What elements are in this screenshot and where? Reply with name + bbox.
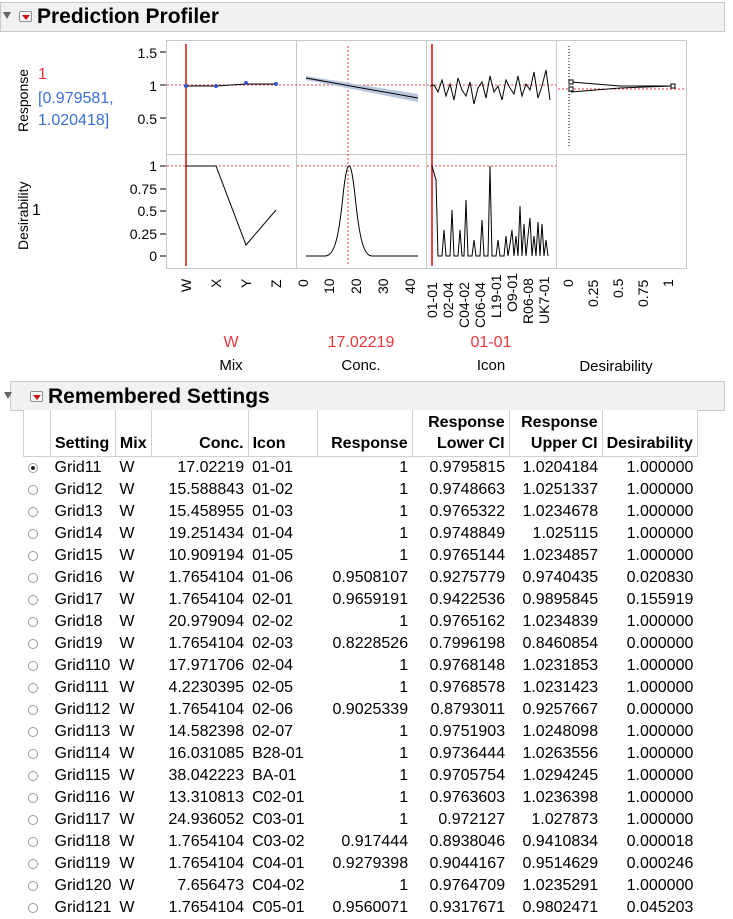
cell-desirability: 1.000000 [626, 481, 694, 498]
des-tick: 0 [149, 248, 157, 264]
cell-mix: W [119, 525, 135, 542]
cell-conc: 7.656473 [177, 877, 245, 894]
response-ci-lower: [0.979581, [38, 90, 114, 107]
row-radio-button[interactable] [28, 551, 38, 561]
cell-desirability: 1.000000 [626, 723, 694, 740]
desirability-axis-label: Desirability [15, 181, 31, 250]
icon-current-value[interactable]: 01-01 [470, 334, 512, 351]
row-radio-button[interactable] [28, 661, 38, 671]
table-row[interactable] [24, 853, 698, 875]
row-radio-button[interactable] [28, 573, 38, 583]
cell-upper-ci: 0.9410834 [522, 833, 599, 850]
cell-mix: W [119, 745, 135, 762]
cell-upper-ci: 1.0234857 [522, 547, 599, 564]
cell-upper-ci: 1.0231423 [522, 679, 599, 696]
cell-upper-ci: 0.9802471 [522, 899, 599, 916]
table-row[interactable] [24, 611, 698, 633]
cell-lower-ci: 0.7996198 [429, 635, 506, 652]
cell-mix: W [119, 811, 135, 828]
cell-response: 1 [399, 767, 409, 784]
cell-response: 0.917444 [341, 833, 409, 850]
resp-tick: 1 [149, 78, 157, 94]
cell-mix: W [119, 459, 135, 476]
cell-icon: C04-02 [252, 877, 305, 894]
cell-upper-ci: 1.0231853 [522, 657, 599, 674]
cell-desirability: 0.020830 [626, 569, 694, 586]
table-row[interactable] [24, 897, 698, 919]
cell-setting: Grid118 [54, 833, 111, 850]
cell-mix: W [119, 481, 135, 498]
cell-response: 0.8228526 [332, 635, 409, 652]
conc-desir-panel [297, 155, 427, 269]
cell-mix: W [119, 635, 135, 652]
cell-icon: B28-01 [252, 745, 304, 762]
cell-response: 0.9659191 [332, 591, 409, 608]
cell-response: 1 [399, 657, 409, 674]
icon-tick: C04-02 [456, 282, 472, 328]
desirability-current-value: 1 [32, 202, 41, 219]
cell-icon: 02-03 [252, 635, 294, 652]
des-tick: 0.25 [129, 226, 157, 242]
conc-tick: 20 [348, 278, 364, 294]
cell-upper-ci: 1.0251337 [522, 481, 599, 498]
cell-desirability: 1.000000 [626, 613, 694, 630]
cell-setting: Grid19 [54, 635, 103, 652]
cell-setting: Grid12 [54, 481, 103, 498]
cell-icon: 01-06 [252, 569, 294, 586]
table-row[interactable] [24, 765, 698, 787]
remembered-settings-table [23, 410, 698, 919]
table-row[interactable] [24, 699, 698, 721]
cell-conc: 1.7654104 [168, 701, 245, 718]
row-radio-button[interactable] [28, 595, 38, 605]
cell-upper-ci: 1.0294245 [522, 767, 599, 784]
cell-icon: 01-02 [252, 481, 294, 498]
profiler-plots[interactable] [0, 0, 733, 380]
cell-desirability: 1.000000 [626, 503, 694, 520]
row-radio-button[interactable] [28, 815, 38, 825]
row-radio-button[interactable] [28, 683, 38, 693]
cell-mix: W [119, 657, 135, 674]
cell-conc: 1.7654104 [168, 855, 245, 872]
cell-setting: Grid121 [54, 899, 112, 916]
desir-tick: 0.75 [635, 279, 651, 307]
cell-mix: W [119, 877, 135, 894]
mix-tick: W [178, 278, 194, 292]
cell-conc: 10.909194 [168, 547, 245, 564]
cell-conc: 1.7654104 [168, 569, 245, 586]
col-desirability: Desirability [602, 410, 697, 457]
des-tick: 0.75 [129, 181, 157, 197]
remembered-settings-header [10, 381, 725, 411]
table-row[interactable] [24, 875, 698, 897]
cell-setting: Grid119 [54, 855, 111, 872]
cell-lower-ci: 0.9751903 [429, 723, 506, 740]
cell-conc: 17.971706 [168, 657, 245, 674]
cell-setting: Grid11 [54, 459, 102, 476]
cell-conc: 1.7654104 [168, 591, 245, 608]
cell-conc: 4.2230395 [168, 679, 245, 696]
cell-response: 1 [399, 503, 409, 520]
conc-factor-name: Conc. [341, 357, 381, 374]
cell-mix: W [119, 833, 135, 850]
cell-icon: 01-01 [252, 459, 294, 476]
cell-setting: Grid14 [54, 525, 103, 542]
cell-upper-ci: 0.9740435 [522, 569, 599, 586]
cell-setting: Grid114 [54, 745, 111, 762]
cell-conc: 16.031085 [168, 745, 245, 762]
mix-tick: Y [238, 278, 254, 288]
row-radio-button[interactable] [28, 749, 38, 759]
cell-upper-ci: 0.9514629 [522, 855, 599, 872]
cell-icon: 02-01 [252, 591, 294, 608]
table-row[interactable] [24, 831, 698, 853]
cell-upper-ci: 1.0236398 [522, 789, 599, 806]
cell-lower-ci: 0.8938046 [429, 833, 506, 850]
cell-upper-ci: 1.0204184 [522, 459, 599, 476]
disclosure-triangle-icon[interactable] [4, 392, 12, 399]
cell-conc: 1.7654104 [168, 833, 245, 850]
table-row[interactable] [24, 721, 698, 743]
cell-icon: C03-02 [252, 833, 305, 850]
cell-desirability: 0.000246 [626, 855, 694, 872]
cell-lower-ci: 0.9317671 [429, 899, 506, 916]
cell-setting: Grid113 [54, 723, 111, 740]
cell-mix: W [119, 723, 135, 740]
col-upper-ci: Response Upper CI [509, 410, 602, 457]
des-tick: 1 [149, 158, 157, 174]
cell-response: 0.9025339 [332, 701, 409, 718]
icon-factor-name: Icon [476, 357, 506, 374]
cell-lower-ci: 0.9765322 [429, 503, 506, 520]
cell-response: 0.9560071 [332, 899, 409, 916]
row-radio-button[interactable] [28, 837, 38, 847]
cell-icon: 02-06 [252, 701, 294, 718]
cell-conc: 1.7654104 [168, 635, 245, 652]
cell-desirability: 1.000000 [626, 789, 694, 806]
cell-upper-ci: 0.9895845 [522, 591, 599, 608]
resp-tick: 1.5 [137, 45, 157, 61]
cell-mix: W [119, 899, 135, 916]
cell-desirability: 1.000000 [626, 547, 694, 564]
cell-lower-ci: 0.9795815 [429, 459, 506, 476]
icon-tick: L19-01 [488, 274, 504, 318]
cell-upper-ci: 1.0234839 [522, 613, 599, 630]
desir-tick: 0 [560, 279, 576, 287]
row-radio-button[interactable] [28, 859, 38, 869]
cell-icon: 02-07 [252, 723, 294, 740]
table-row[interactable] [24, 567, 698, 589]
cell-icon: BA-01 [252, 767, 297, 784]
cell-setting: Grid16 [54, 569, 103, 586]
cell-conc: 20.979094 [168, 613, 245, 630]
cell-mix: W [119, 767, 135, 784]
cell-lower-ci: 0.9765144 [429, 547, 506, 564]
cell-setting: Grid110 [54, 657, 111, 674]
cell-conc: 15.458955 [168, 503, 245, 520]
cell-mix: W [119, 613, 135, 630]
table-row[interactable] [24, 809, 698, 831]
row-radio-button[interactable] [28, 793, 38, 803]
cell-lower-ci: 0.8793011 [430, 701, 506, 718]
row-radio-button[interactable] [28, 485, 38, 495]
cell-setting: Grid18 [54, 613, 103, 630]
response-ci-upper: 1.020418] [38, 112, 110, 129]
icon-tick: UK7-01 [536, 276, 552, 324]
cell-lower-ci: 0.972127 [438, 811, 506, 828]
response-current-value: 1 [38, 66, 47, 83]
cell-conc: 24.936052 [168, 811, 245, 828]
cell-lower-ci: 0.9768578 [429, 679, 506, 696]
cell-upper-ci: 0.8460854 [522, 635, 599, 652]
col-icon: Icon [248, 410, 317, 457]
row-radio-button[interactable] [28, 529, 38, 539]
table-row[interactable] [24, 589, 698, 611]
cell-mix: W [119, 503, 135, 520]
cell-conc: 14.582398 [168, 723, 245, 740]
cell-mix: W [119, 547, 135, 564]
empty-panel [557, 155, 687, 269]
cell-desirability: 0.000018 [626, 833, 694, 850]
cell-response: 0.9508107 [332, 569, 409, 586]
cell-icon: 02-02 [252, 613, 294, 630]
row-radio-button[interactable] [28, 771, 38, 781]
cell-lower-ci: 0.9422536 [429, 591, 506, 608]
cell-desirability: 0.045203 [626, 899, 694, 916]
mix-current-value[interactable]: W [223, 334, 239, 351]
cell-response: 1 [399, 877, 409, 894]
cell-setting: Grid15 [54, 547, 103, 564]
cell-setting: Grid117 [54, 811, 111, 828]
cell-mix: W [119, 591, 135, 608]
cell-mix: W [119, 789, 135, 806]
icon-tick: C06-04 [472, 282, 488, 328]
row-radio-button[interactable] [28, 617, 38, 627]
cell-setting: Grid112 [54, 701, 111, 718]
row-radio-button[interactable] [28, 507, 38, 517]
row-radio-button[interactable] [28, 903, 38, 913]
cell-upper-ci: 1.0263556 [522, 745, 599, 762]
cell-desirability: 1.000000 [626, 459, 694, 476]
icon-tick: O9-01 [504, 273, 520, 312]
cell-upper-ci: 0.9257667 [522, 701, 599, 718]
des-tick: 0.5 [137, 203, 157, 219]
cell-lower-ci: 0.9736444 [429, 745, 506, 762]
cell-icon: C02-01 [252, 789, 305, 806]
cell-mix: W [119, 569, 135, 586]
cell-response: 1 [399, 481, 409, 498]
col-mix: Mix [115, 410, 151, 457]
cell-conc: 1.7654104 [168, 899, 245, 916]
table-row[interactable] [24, 787, 698, 809]
row-radio-button[interactable] [28, 727, 38, 737]
desir-response-panel [557, 41, 687, 155]
mix-tick: Z [268, 279, 284, 288]
cell-desirability: 1.000000 [626, 679, 694, 696]
cell-response: 1 [399, 811, 409, 828]
cell-setting: Grid13 [54, 503, 103, 520]
cell-setting: Grid17 [54, 591, 103, 608]
cell-desirability: 1.000000 [626, 525, 694, 542]
row-radio-button[interactable] [28, 639, 38, 649]
cell-icon: 01-04 [252, 525, 294, 542]
table-row[interactable] [24, 633, 698, 655]
col-setting: Setting [51, 410, 116, 457]
cell-response: 1 [399, 723, 409, 740]
desir-tick: 0.25 [585, 279, 601, 307]
cell-icon: C04-01 [252, 855, 305, 872]
cell-desirability: 1.000000 [626, 811, 694, 828]
col-lower-ci: Response Lower CI [412, 410, 509, 457]
row-radio-button[interactable] [28, 705, 38, 715]
row-radio-button[interactable] [28, 463, 38, 473]
cell-lower-ci: 0.9044167 [429, 855, 506, 872]
cell-conc: 13.310813 [168, 789, 245, 806]
resp-tick: 0.5 [137, 111, 157, 127]
cell-conc: 15.588843 [168, 481, 245, 498]
desir-tick: 0.5 [610, 278, 626, 298]
cell-response: 1 [399, 459, 409, 476]
cell-response: 1 [399, 613, 409, 630]
cell-setting: Grid116 [54, 789, 111, 806]
cell-icon: 01-03 [252, 503, 294, 520]
cell-upper-ci: 1.0248098 [522, 723, 599, 740]
cell-desirability: 1.000000 [626, 657, 694, 674]
conc-tick: 0 [295, 279, 311, 287]
red-triangle-menu-icon[interactable] [30, 391, 43, 402]
col-response: Response [317, 410, 412, 457]
cell-desirability: 0.155919 [626, 591, 694, 608]
cell-lower-ci: 0.9764709 [429, 877, 506, 894]
response-axis-label: Response [15, 68, 31, 132]
cell-upper-ci: 1.025115 [532, 525, 599, 542]
cell-upper-ci: 1.027873 [531, 811, 599, 828]
table-row[interactable] [24, 479, 698, 501]
table-row[interactable] [24, 545, 698, 567]
cell-icon: 01-05 [252, 547, 294, 564]
cell-conc: 19.251434 [168, 525, 245, 542]
cell-desirability: 1.000000 [626, 877, 694, 894]
cell-lower-ci: 0.9768148 [429, 657, 506, 674]
cell-response: 1 [399, 679, 409, 696]
mix-tick: X [208, 278, 224, 288]
mix-factor-name: Mix [219, 357, 243, 374]
icon-tick: 02-04 [440, 282, 456, 318]
table-row[interactable] [24, 523, 698, 545]
desir-tick: 1 [660, 279, 676, 287]
cell-response: 1 [399, 525, 409, 542]
cell-icon: C05-01 [252, 899, 305, 916]
cell-desirability: 0.000000 [626, 701, 694, 718]
icon-tick: R06-08 [520, 278, 536, 324]
cell-lower-ci: 0.9748663 [429, 481, 506, 498]
cell-lower-ci: 0.9705754 [429, 767, 506, 784]
cell-upper-ci: 1.0235291 [522, 877, 599, 894]
cell-icon: 02-04 [252, 657, 294, 674]
table-row[interactable] [24, 743, 698, 765]
cell-icon: C03-01 [252, 811, 305, 828]
cell-mix: W [119, 679, 135, 696]
cell-lower-ci: 0.9765162 [429, 613, 506, 630]
cell-setting: Grid111 [54, 679, 110, 696]
cell-lower-ci: 0.9763603 [429, 789, 506, 806]
cell-desirability: 1.000000 [626, 767, 694, 784]
cell-conc: 17.02219 [177, 459, 245, 476]
cell-lower-ci: 0.9748849 [429, 525, 506, 542]
cell-lower-ci: 0.9275779 [429, 569, 506, 586]
table-row[interactable] [24, 655, 698, 677]
conc-current-value[interactable]: 17.02219 [327, 334, 395, 351]
remembered-settings-title: Remembered Settings [48, 385, 270, 408]
cell-response: 1 [399, 547, 409, 564]
row-radio-button[interactable] [28, 881, 38, 891]
cell-desirability: 1.000000 [626, 745, 694, 762]
col-conc: Conc. [151, 410, 248, 457]
cell-setting: Grid115 [54, 767, 111, 784]
cell-upper-ci: 1.0234678 [522, 503, 599, 520]
table-row[interactable] [24, 677, 698, 699]
conc-tick: 40 [402, 278, 418, 294]
cell-mix: W [119, 701, 135, 718]
conc-tick: 30 [375, 278, 391, 294]
cell-setting: Grid120 [54, 877, 112, 894]
cell-response: 1 [399, 789, 409, 806]
cell-conc: 38.042223 [168, 767, 245, 784]
cell-desirability: 0.000000 [626, 635, 694, 652]
cell-mix: W [119, 855, 135, 872]
profiler-title: Prediction Profiler [37, 5, 220, 28]
cell-response: 1 [399, 745, 409, 762]
desirability-factor-name: Desirability [579, 358, 653, 375]
conc-tick: 10 [321, 278, 337, 294]
icon-tick: 01-01 [424, 282, 440, 318]
table-row[interactable] [24, 501, 698, 523]
cell-response: 0.9279398 [332, 855, 409, 872]
table-row[interactable] [24, 457, 698, 480]
cell-icon: 02-05 [252, 679, 294, 696]
